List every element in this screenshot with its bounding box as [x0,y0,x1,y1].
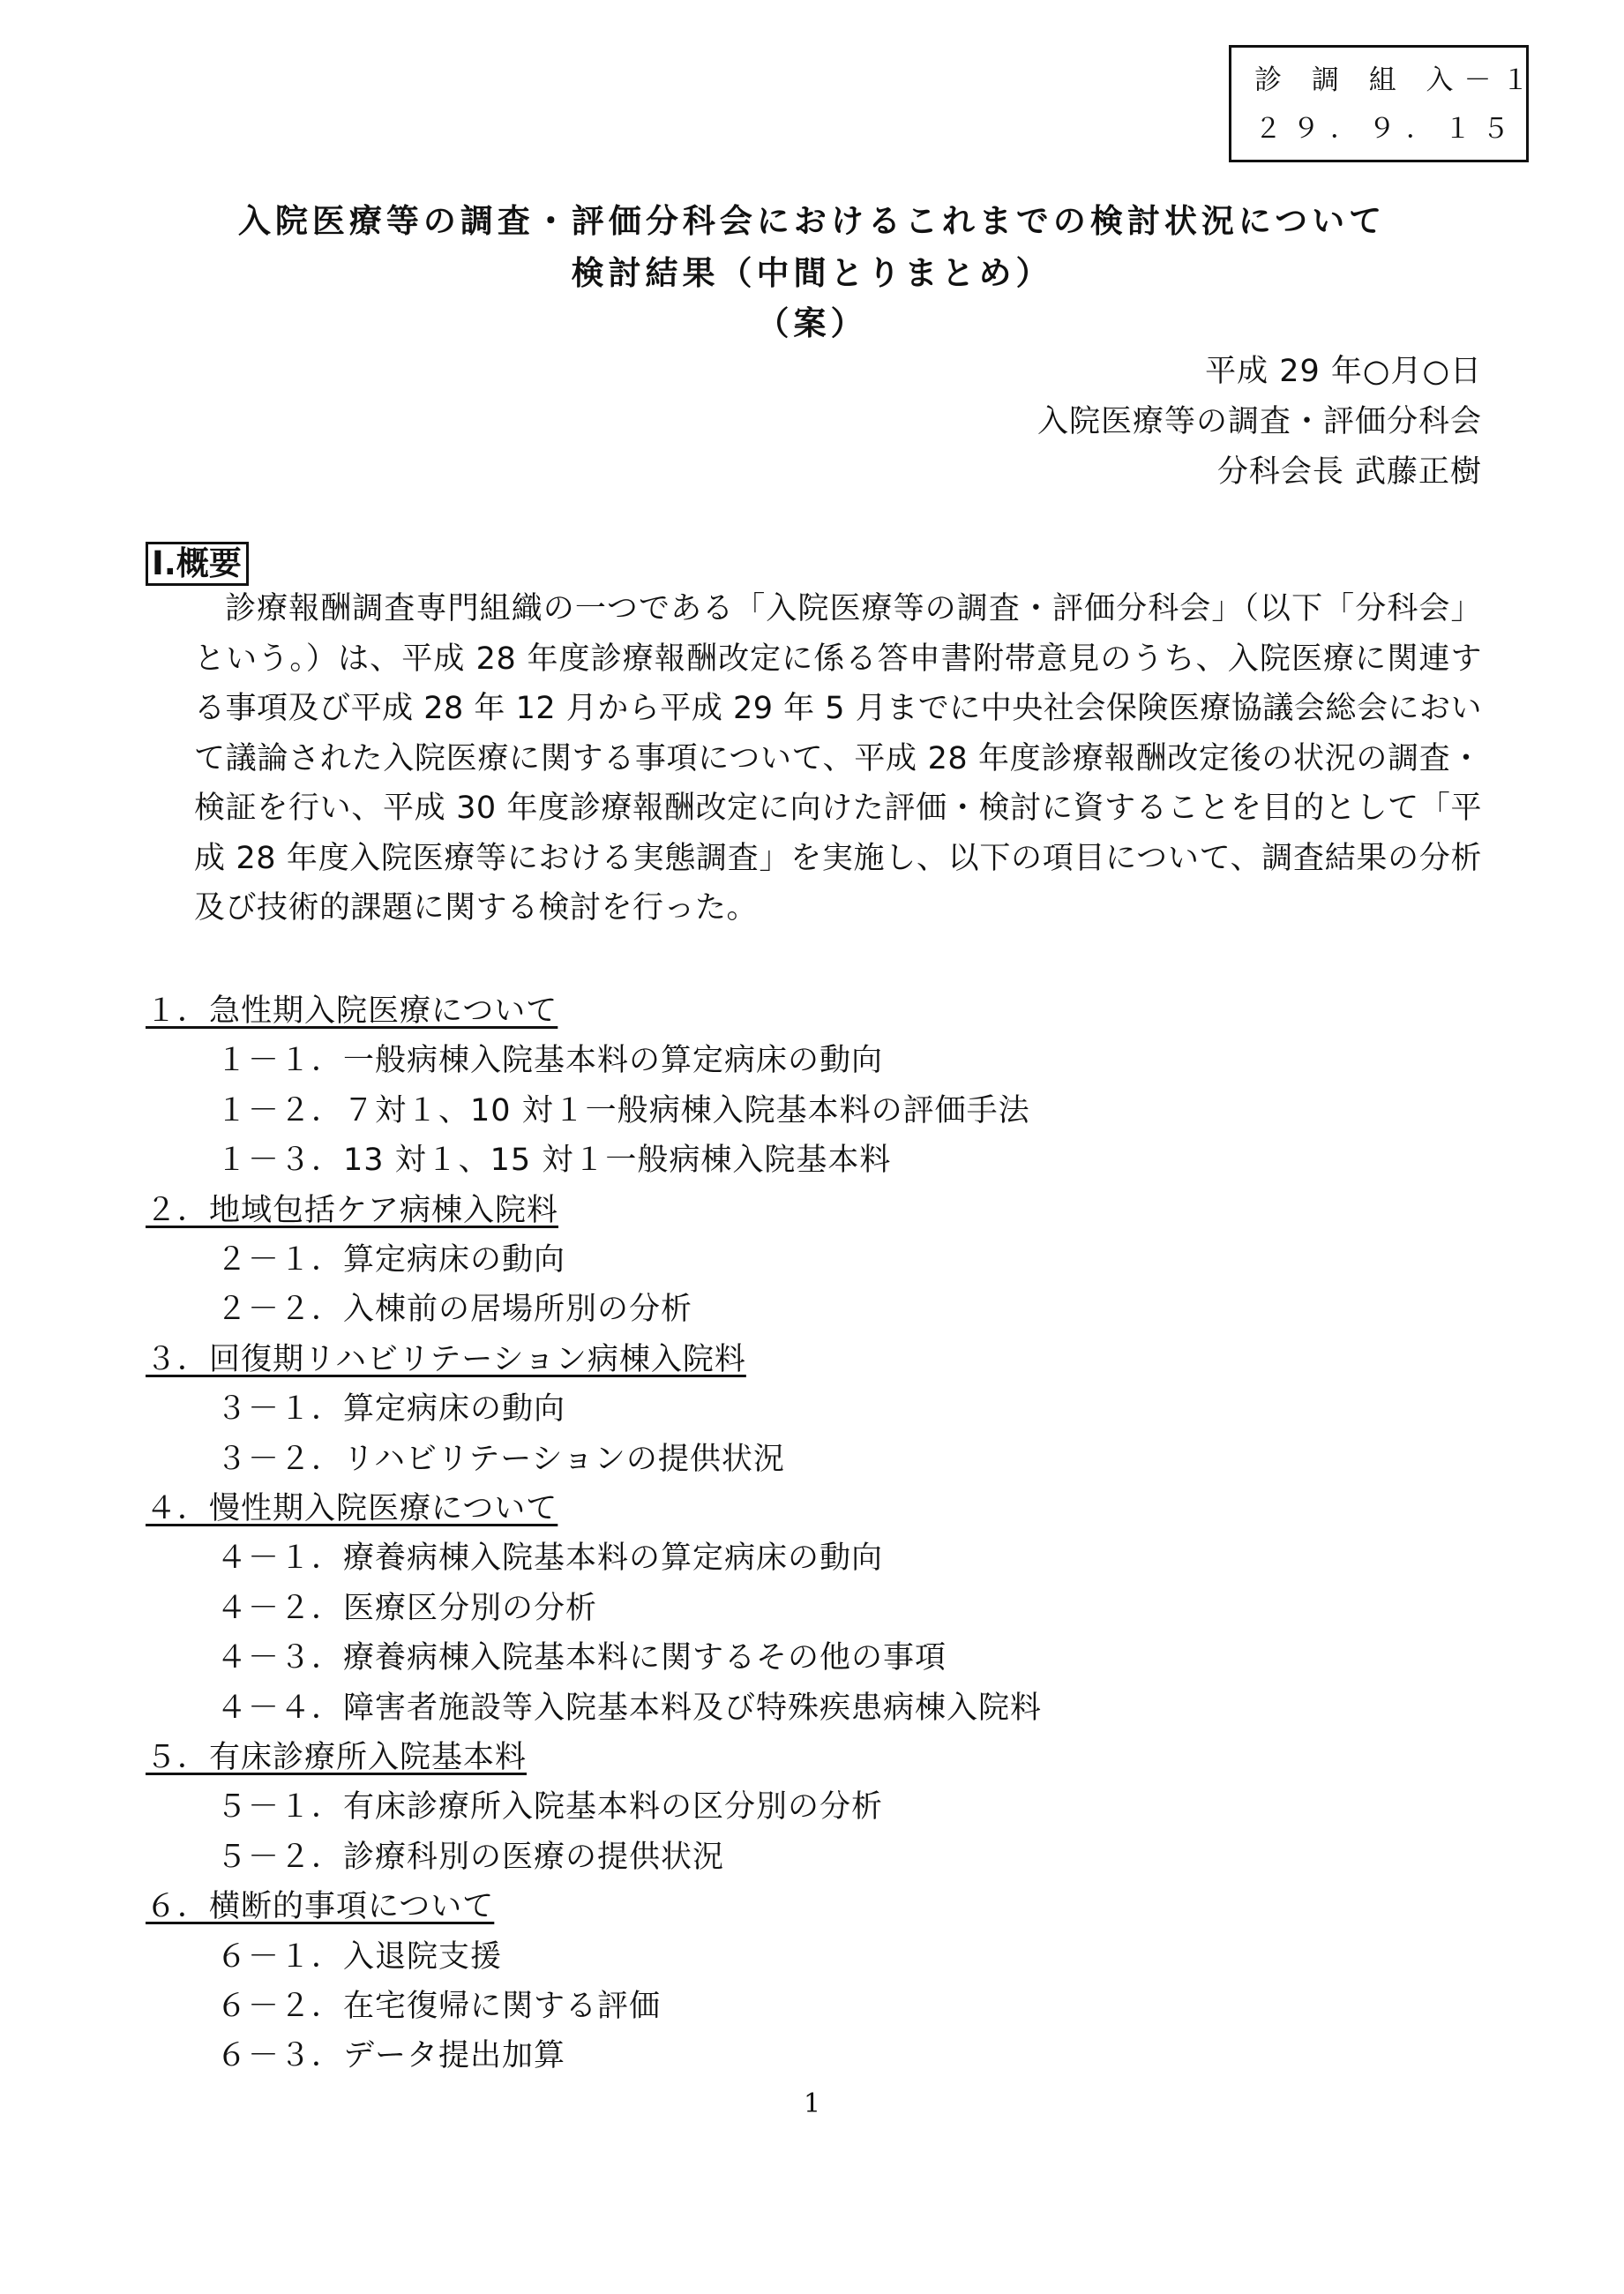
toc-item: ４－１．療養病棟入院基本料の算定病床の動向 [216,1541,884,1577]
section-heading-overview: Ⅰ.概要 [146,542,249,586]
toc-item: ５－２．診療科別の医療の提供状況 [216,1839,725,1875]
toc-item: ４－４．障害者施設等入院基本料及び特殊疾患病棟入院料 [216,1690,1043,1726]
document-title-line2: 検討結果（中間とりまとめ） [571,254,1053,292]
document-title-line3: （案） [756,304,868,342]
toc-item: ３－１．算定病床の動向 [216,1391,566,1428]
document-reference-box [1229,45,1540,162]
toc-item: １－３．13 対１、15 対１一般病棟入院基本料 [216,1143,892,1179]
toc-item: ６－２．在宅復帰に関する評価 [216,1989,662,2024]
committee-name: 入院医療等の調査・評価分科会 [1037,404,1482,439]
committee-chair: 分科会長 武藤正樹 [1216,454,1482,490]
toc-category: １．急性期入院医療について [146,993,558,1029]
toc-item: ２－２．入棟前の居場所別の分析 [216,1292,693,1328]
toc-category: ５．有床診療所入院基本料 [146,1740,528,1775]
reference-code: 診 調 組 入－１ [1254,64,1540,96]
reference-date: ２９．９．１５ [1254,113,1520,145]
toc-category: ４．慢性期入院医療について [146,1491,558,1526]
toc-category: ２．地域包括ケア病棟入院料 [146,1192,559,1228]
toc-item: ３－２．リハビリテーションの提供状況 [216,1441,785,1477]
toc-item: ６－１．入退院支援 [216,1938,503,1975]
toc-item: ４－２．医療区分別の分析 [216,1590,598,1626]
toc-item: ２－１．算定病床の動向 [216,1242,566,1278]
page-number: 1 [803,2088,821,2119]
overview-paragraph [194,584,1482,933]
toc-item: ５－１．有床診療所入院基本料の区分別の分析 [216,1789,884,1825]
document-title-line1: 入院医療等の調査・評価分科会におけるこれまでの検討状況について [237,202,1387,240]
toc-item: ６－３．データ提出加算 [216,2038,566,2074]
toc-item: １－２．７対１、10 対１一般病棟入院基本料の評価手法 [216,1092,1030,1128]
toc-category: ３．回復期リハビリテーション病棟入院料 [146,1341,746,1377]
document-date: 平成 29 年○月○日 [1205,354,1482,389]
toc-item: ４－３．療養病棟入院基本料に関するその他の事項 [216,1640,947,1676]
toc-item: １－１．一般病棟入院基本料の算定病床の動向 [216,1043,884,1079]
overview-text: 診療報酬調査専門組織の一つである「入院医療等の調査・評価分科会」（以下「分科会」という。）は、平成 28 年度診療報酬改定に係る答申書附帯意見のうち、入院医療に関連する事項及び平成 28 年 12 月から平成 29 年 5 月までに中央社会保険医療協議会総会において議論された入院医療に関する事項について、平成 28 年度診療報酬改定後の状況の調査・検証を行い、平成 30 年度診療報酬改定に向けた評価・検討に資することを目的として「平成 28 年度入院医療等における実態調査」を実施し、以下の項目について、調査結果の分析及び技術的課題に関する検討を行った。 [194,591,1482,926]
toc-category: ６．横断的事項について [146,1889,495,1925]
